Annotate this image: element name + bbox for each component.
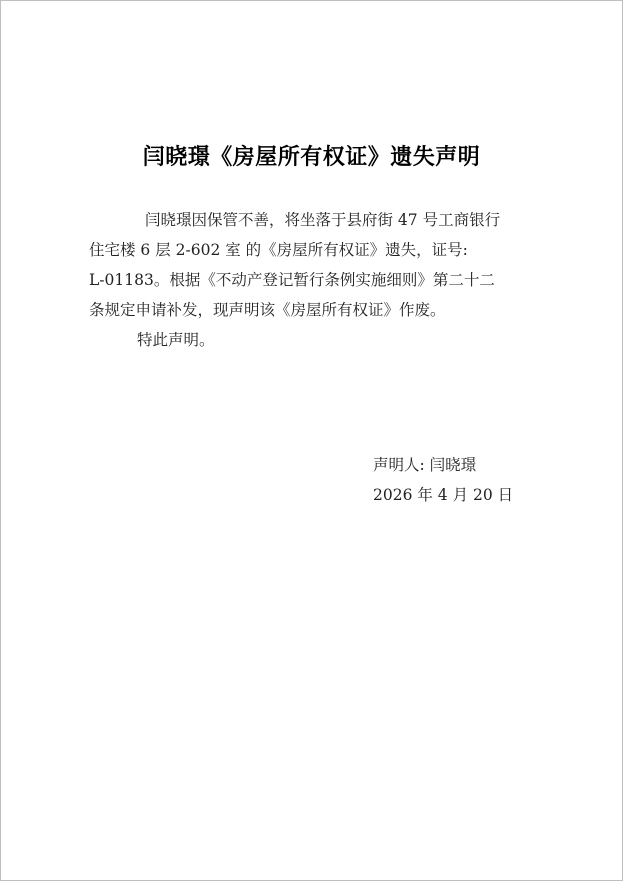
body-line-2: 住宅楼 6 层 2-602 室 的《房屋所有权证》遗失，证号: bbox=[89, 241, 468, 259]
signature-block bbox=[373, 450, 513, 510]
body-line-4: 条规定申请补发，现声明该《房屋所有权证》作废。 bbox=[89, 301, 446, 319]
body-line-3: L-01183。根据《不动产登记暂行条例实施细则》第二十二 bbox=[89, 271, 495, 289]
declaration-body bbox=[89, 205, 534, 355]
closing-line: 特此声明。 bbox=[137, 331, 215, 349]
date-line: 2026 年 4 月 20 日 bbox=[373, 486, 514, 504]
document-title: 闫晓璟《房屋所有权证》遗失声明 bbox=[142, 144, 481, 170]
declarant-line: 声明人: 闫晓璟 bbox=[373, 456, 477, 474]
body-line-1: 闫晓璟因保管不善，将坐落于县府街 47 号工商银行 bbox=[145, 211, 501, 229]
